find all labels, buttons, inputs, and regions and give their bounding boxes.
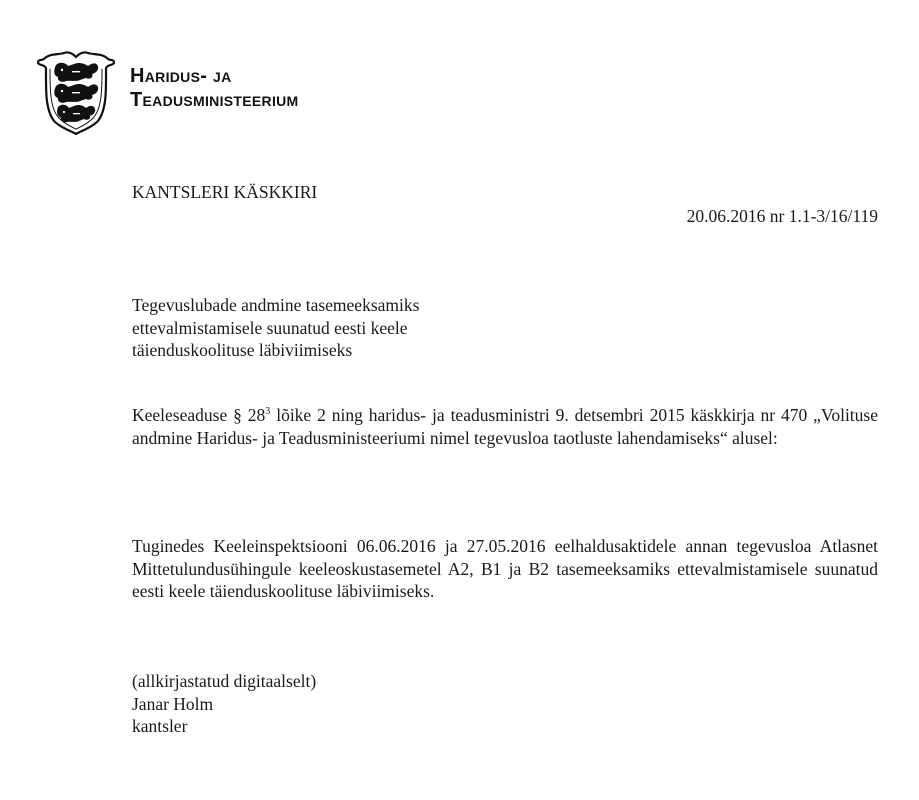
legal-basis-paragraph: [132, 404, 878, 449]
legal-basis-text-end: lõike 2 ning haridus- ja teadusministri 9. detsembri 2015 käskkirja nr 470 „Volituse andmine Haridus- ja Teadusministeeriumi nimel tegevusloa taotluste lahendamiseks“ alusel:: [132, 405, 878, 448]
legal-basis-text-start: Keeleseaduse § 28: [132, 405, 266, 425]
title-line: Tegevuslubade andmine tasemeeksamiks: [132, 295, 420, 315]
signatory-position: kantsler: [132, 716, 188, 736]
document-date-number: 20.06.2016 nr 1.1-3/16/119: [686, 206, 878, 226]
estonian-coat-of-arms-icon: [36, 49, 116, 135]
signatory-name: Janar Holm: [132, 693, 214, 714]
signature-note: (allkirjastatud digitaalselt): [132, 671, 317, 691]
title-line: ettevalmistamisele suunatud eesti keele: [132, 317, 408, 338]
decision-paragraph: Tuginedes Keeleinspektsiooni 06.06.2016 ja 27.05.2016 eelhaldusaktidele annan tegevusloa Atlasnet Mittetulundusühingule keeleoskustasemetel A2, B1 ja B2 tasemeeksamiks ettevalmistamisele suunatud eesti keele täienduskoolituse läbiviimiseks.: [132, 536, 878, 601]
logo-line-2: Teadusministeerium: [130, 89, 299, 111]
logo-line-1: Haridus- ja: [130, 65, 232, 87]
title-line: täienduskoolituse läbiviimiseks: [132, 340, 353, 360]
ministry-logo-text: [130, 64, 299, 112]
legal-basis-superscript: 3: [265, 406, 271, 417]
document-type-heading: KANTSLERI KÄSKKIRI: [132, 182, 318, 202]
signature-block: [132, 670, 316, 738]
document-title: [132, 294, 552, 362]
